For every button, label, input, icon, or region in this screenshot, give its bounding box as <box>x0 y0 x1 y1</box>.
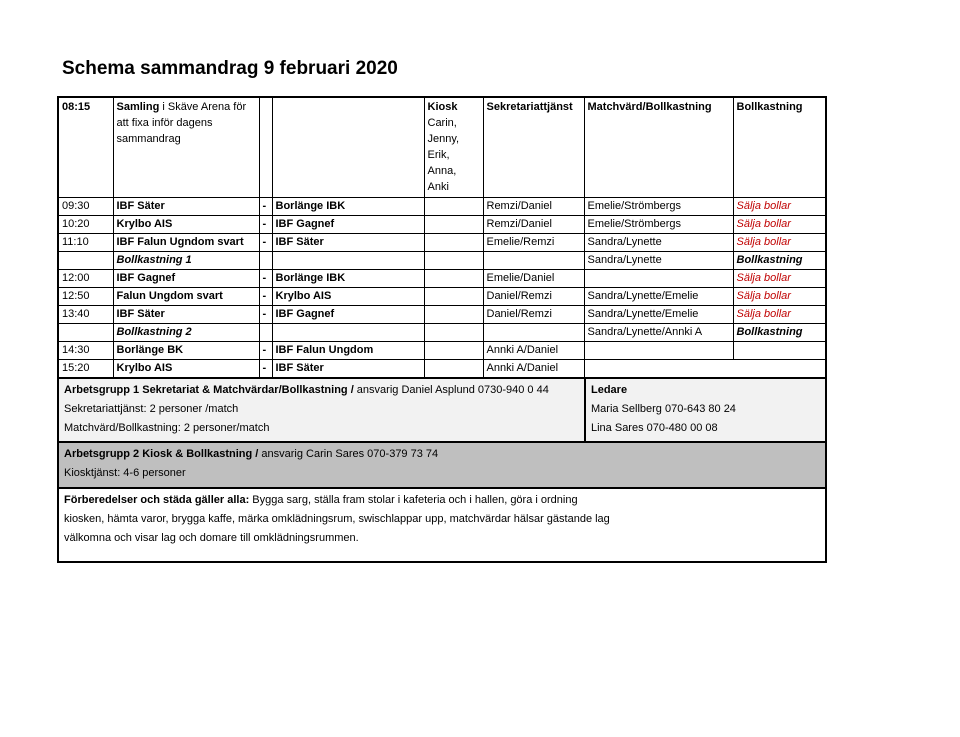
cell-kiosk <box>424 269 483 287</box>
cell-sekretariat: Daniel/Remzi <box>483 287 584 305</box>
cell-time: 09:30 <box>58 197 113 215</box>
cell-away-team: IBF Falun Ungdom <box>272 341 424 359</box>
cell-sekretariat: Annki A/Daniel <box>483 341 584 359</box>
cell-matchvard <box>584 269 733 287</box>
table-row <box>58 269 826 287</box>
cell-kiosk <box>424 341 483 359</box>
cell-away-team <box>272 251 424 269</box>
matchvard-staffing: Matchvärd/Bollkastning: 2 personer/match <box>64 421 270 434</box>
cell-kiosk <box>424 233 483 251</box>
cell-time: 14:30 <box>58 341 113 359</box>
table-row <box>58 341 826 359</box>
cell-dash: - <box>259 341 272 359</box>
cell-dash: - <box>259 197 272 215</box>
cell-matchvard: Sandra/Lynette/Emelie <box>584 287 733 305</box>
cell-kiosk-header <box>424 97 483 197</box>
cell-home-team: IBF Säter <box>113 305 259 323</box>
cell-time: 12:00 <box>58 269 113 287</box>
cell-time <box>58 323 113 341</box>
cell-dash: - <box>259 305 272 323</box>
cell-home-team: Borlänge BK <box>113 341 259 359</box>
table-row <box>58 287 826 305</box>
cell-away-team: IBF Säter <box>272 233 424 251</box>
column-header-bollkastning: Bollkastning <box>733 97 826 197</box>
cell-home-team: IBF Gagnef <box>113 269 259 287</box>
table-row-activity <box>58 323 826 341</box>
cell-home-team: IBF Säter <box>113 197 259 215</box>
forberedelser-text: Bygga sarg, ställa fram stolar i kafeteria och i hallen, göra i ordning kiosken, hämta varor, brygga kaffe, märka omklädningsrum, swischlappar upp, matchvärdar hälsar gästande lag välkomna och visar lag och domare till omklädningsrummen. <box>64 493 610 544</box>
arbetsgrupp-1-contact: ansvarig Daniel Asplund 0730-940 0 44 <box>353 383 549 396</box>
cell-bollkastning: Sälja bollar <box>733 215 826 233</box>
cell-time: 15:20 <box>58 359 113 378</box>
info-sections <box>57 377 827 563</box>
cell-kiosk <box>424 323 483 341</box>
cell-matchvard: Sandra/Lynette/Annki A <box>584 323 733 341</box>
description-rest: i Skäve Arena för att fixa inför dagens sammandrag <box>116 101 247 145</box>
cell-matchvard: Sandra/Lynette/Emelie <box>584 305 733 323</box>
kiosk-names: Carin, Jenny, Erik, Anna, Anki <box>427 116 460 193</box>
cell-bollkastning: Bollkastning <box>733 251 826 269</box>
cell-away-team: Borlänge IBK <box>272 197 424 215</box>
ledare-title: Ledare <box>591 383 628 396</box>
ledare-contact-2: Lina Sares 070-480 00 08 <box>591 421 718 434</box>
cell-bollkastning: Sälja bollar <box>733 287 826 305</box>
cell-time: 08:15 <box>58 97 113 197</box>
forberedelser-title: Förberedelser och städa gäller alla: <box>64 493 250 506</box>
table-row <box>58 215 826 233</box>
sekretariat-staffing: Sekretariattjänst: 2 personer /match <box>64 402 239 415</box>
cell-bollkastning: Sälja bollar <box>733 197 826 215</box>
cell-time: 10:20 <box>58 215 113 233</box>
cell-away-team: IBF Gagnef <box>272 215 424 233</box>
arbetsgrupp-1-title: Arbetsgrupp 1 Sekretariat & Matchvärdar/Bollkastning / <box>64 383 354 396</box>
table-row <box>58 305 826 323</box>
cell-home-team: Falun Ungdom svart <box>113 287 259 305</box>
cell-away-team: IBF Gagnef <box>272 305 424 323</box>
cell-sekretariat: Daniel/Remzi <box>483 305 584 323</box>
table-row <box>58 233 826 251</box>
cell-matchvard: Emelie/Strömbergs <box>584 197 733 215</box>
kiosk-title: Kiosk <box>427 101 458 113</box>
cell-kiosk <box>424 215 483 233</box>
kiosk-staffing: Kiosktjänst: 4-6 personer <box>64 466 186 479</box>
cell-time: 12:50 <box>58 287 113 305</box>
cell-dash <box>259 251 272 269</box>
cell-sekretariat <box>483 251 584 269</box>
cell-sekretariat: Remzi/Daniel <box>483 215 584 233</box>
cell-matchvard: Sandra/Lynette <box>584 251 733 269</box>
cell-away-team <box>272 323 424 341</box>
page-title: Schema sammandrag 9 februari 2020 <box>62 58 398 79</box>
cell-sekretariat: Emelie/Remzi <box>483 233 584 251</box>
cell-matchvard: Emelie/Strömbergs <box>584 215 733 233</box>
cell-away-team: Krylbo AIS <box>272 287 424 305</box>
cell-sekretariat: Annki A/Daniel <box>483 359 584 378</box>
cell-dash: - <box>259 269 272 287</box>
cell-bollkastning: Sälja bollar <box>733 233 826 251</box>
cell-kiosk <box>424 287 483 305</box>
cell-description <box>113 97 259 197</box>
cell-bollkastning: Bollkastning <box>733 323 826 341</box>
arbetsgrupp-2-title: Arbetsgrupp 2 Kiosk & Bollkastning / <box>64 447 259 460</box>
cell-time <box>58 251 113 269</box>
cell-sekretariat: Remzi/Daniel <box>483 197 584 215</box>
column-header-matchvard: Matchvärd/Bollkastning <box>584 97 733 197</box>
ledare-contact-1: Maria Sellberg 070-643 80 24 <box>591 402 736 415</box>
cell-time: 11:10 <box>58 233 113 251</box>
cell-dash: - <box>259 215 272 233</box>
cell-bollkastning: Sälja bollar <box>733 269 826 287</box>
cell-home-team: IBF Falun Ugndom svart <box>113 233 259 251</box>
column-header-sekretariat: Sekretariattjänst <box>483 97 584 197</box>
description-bold: Samling <box>116 101 160 113</box>
cell-activity-label: Bollkastning 1 <box>113 251 259 269</box>
table-header-row <box>58 97 826 197</box>
schedule-table <box>57 96 827 379</box>
table-row <box>58 359 826 378</box>
cell-matchvard <box>584 341 733 359</box>
section-ledare <box>586 379 825 441</box>
cell-time: 13:40 <box>58 305 113 323</box>
cell-sekretariat: Emelie/Daniel <box>483 269 584 287</box>
cell-away-team <box>272 97 424 197</box>
cell-sekretariat <box>483 323 584 341</box>
cell-dash: - <box>259 233 272 251</box>
cell-bollkastning: Sälja bollar <box>733 305 826 323</box>
cell-bollkastning <box>733 341 826 359</box>
cell-kiosk <box>424 359 483 378</box>
cell-dash: - <box>259 287 272 305</box>
cell-home-team: Krylbo AIS <box>113 215 259 233</box>
section-arbetsgrupp-2 <box>57 441 827 489</box>
table-row-activity <box>58 251 826 269</box>
arbetsgrupp-1-details <box>59 379 586 441</box>
section-arbetsgrupp-1 <box>57 377 827 443</box>
cell-dash <box>259 323 272 341</box>
cell-away-team: IBF Säter <box>272 359 424 378</box>
cell-kiosk <box>424 251 483 269</box>
section-forberedelser <box>57 487 827 563</box>
cell-activity-label: Bollkastning 2 <box>113 323 259 341</box>
cell-matchvard: Sandra/Lynette <box>584 233 733 251</box>
cell-away-team: Borlänge IBK <box>272 269 424 287</box>
cell-dash <box>259 97 272 197</box>
cell-kiosk <box>424 305 483 323</box>
table-row <box>58 197 826 215</box>
cell-kiosk <box>424 197 483 215</box>
cell-home-team: Krylbo AIS <box>113 359 259 378</box>
arbetsgrupp-2-contact: ansvarig Carin Sares 070-379 73 74 <box>258 447 439 460</box>
cell-matchvard-bollkastning-merged <box>584 359 826 378</box>
cell-dash: - <box>259 359 272 378</box>
